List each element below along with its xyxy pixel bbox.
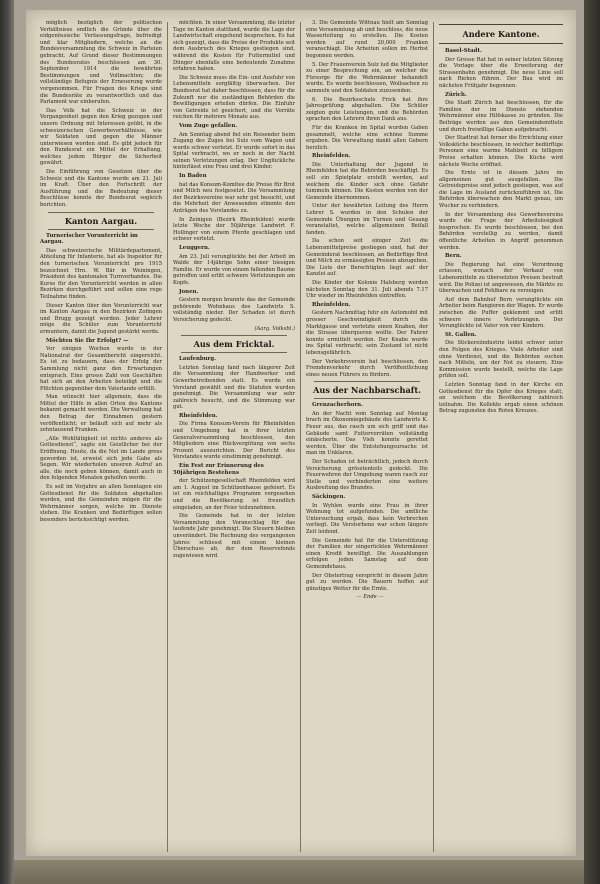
article-title: Zürich. bbox=[445, 91, 467, 98]
column-3 bbox=[306, 20, 428, 852]
paragraph: Es soll im Vorjahre an allen Sonntagen ein Gottesdienst für die Soldaten abgehalten werden, und die Gemeinden mögen für die Wehrmänner sorgen, welche im Dienste stehen. Die Kranken und Bedürftigen sollen besonders berücksichtigt werden. bbox=[40, 484, 162, 523]
article-title: Ein Fest zur Erinnerung des 50jährigen Bestehens bbox=[173, 463, 264, 476]
book-binding bbox=[0, 0, 14, 884]
article-title: Leuggern. bbox=[179, 245, 210, 251]
paragraph: Am 23. Juli verunglückte bei der Arbeit im Walde der 14jährige Sohn einer hiesigen Familie. Er wurde von einem fallenden Baume getroffen und erlitt schwere Verletzungen am Kopfe. bbox=[173, 253, 295, 286]
paragraph: Letzten Sonntag fand in der Kirche ein Gottesdienst für die Opfer des Krieges statt, an welchem die Bevölkerung zahlreich teilnahm. Die Kollekte ergab einen schönen Betrag zugunsten des Roten Kreuzes. bbox=[439, 381, 563, 415]
article-title: Vom Zuge gefallen. bbox=[179, 122, 238, 129]
divider bbox=[314, 398, 420, 399]
paragraph: 3. Die Gemeinde Wittnau hielt am Sonntag eine Versammlung ab und beschloss, die neue Wasserleitung zu erstellen. Die Kosten werden auf rund 20,000 Franken veranschlagt. Die Arbeiten sollen im Herbst begonnen werden. bbox=[306, 20, 428, 59]
divider bbox=[48, 212, 154, 213]
section-heading-andere-kantone: Andere Kantone. bbox=[462, 29, 540, 39]
paragraph: Am Sonntag abend fiel ein Reisender beim Zugang des Zuges bei Sulz vom Wagen und wurde schwer verletzt. Er wurde sofort in das Spital verbracht, wo er noch in der Nacht seinen Verletzungen erlag. Der Unglückliche hinterlässt eine Frau und drei Kinder. bbox=[173, 131, 295, 171]
paragraph: Die Unterhaltung der Jugend in Rheinfelden hat die Behörden beschäftigt. Es soll ein Spielplatz erstellt werden, auf welchem die Kinder sich ohne Gefahr tummeln können. Die Kosten werden von der Gemeinde übernommen. bbox=[306, 161, 428, 201]
section-heading-aargau: Kanton Aargau. bbox=[64, 215, 138, 226]
column-2 bbox=[173, 20, 295, 852]
paragraph: möglich bezüglich der politischen Verhältnisse endlich die Gründe über die eidgenössische Verfassungsfrage, befriedigt und klar Mitgliedern, welche an die Bundesversammlung die Schweiz in Parteien gebracht. Auf Grund dieser Bestimmungen des Bundesrates beschlossen am 30. September 1914 die bewährten Bestimmungen und Vollmachten; die vollständige Befugnis der Erneuerung wurde vorgenommen. Für Fragen des Kriegs sind die Bundesräte zu verantwortlich und das Parlament war einberufen. bbox=[40, 20, 162, 106]
article-title: Turnerischer Vorunterricht im Aargau. bbox=[40, 232, 138, 246]
book-edge bbox=[584, 0, 600, 884]
divider bbox=[181, 352, 287, 353]
paragraph: Die Schweiz muss die Ein- und Ausfuhr von Lebensmitteln sorgfältig überwachen. Der Bundesrat hat daher beschlossen, dass für die Zukunft nur die zuständigen Behörden die Bewilligungen erteilen dürfen. Die Einfuhr von Getreide ist gesichert, und die Vorräte reichen für mehrere Monate aus. bbox=[173, 74, 295, 121]
newspaper-page bbox=[26, 10, 576, 856]
paragraph: An der Nacht vom Sonntag auf Montag brach im Ökonomiegebäude des Landwirts K. Feuer aus, das rasch um sich griff und das Gebäude samt Futtervorräten vollständig einäscherte. Das Vieh konnte gerettet werden. Über die Entstehungsursache ist man im Unklaren. bbox=[306, 410, 428, 457]
divider bbox=[314, 381, 420, 382]
paragraph: In der Versammlung des Gewerbevereins wurde die Frage der Arbeitslosigkeit besprochen. Es wurde beschlossen, bei den Behörden vorstellig zu werden, damit öffentliche Arbeiten in Angriff genommen werden. bbox=[439, 211, 563, 251]
article-title: In Baden bbox=[179, 173, 207, 180]
paragraph: In Zeinigen (Bezirk Rheinfelden) wurde letzte Woche der 50jährige Landwirt F. Hollinger von einem Pferde geschlagen und schwer verletzt. bbox=[173, 216, 295, 243]
paragraph: Die Gemeinde hat für die Unterstützung der Familien der eingerückten Wehrmänner einen Kredit bewilligt. Die Auszahlungen erfolgen jeden Samstag auf dem Gemeindehaus. bbox=[306, 537, 428, 570]
paragraph: Die Einführung von Gesetzen über die Schweiz und die Kantone wurde am 21. Juli im Kraft. Über den Fortschritt der Ausführung und die Bedeutung dieser Beschlüsse konnte der Bundesrat sogleich berichten. bbox=[40, 169, 162, 209]
article-title: Laufenburg. bbox=[179, 356, 217, 363]
divider bbox=[181, 335, 287, 336]
paragraph: Die Gemeinde hat in der letzten Versammlung den Voranschlag für das laufende Jahr genehmigt. Die Steuern bleiben unverändert. Die Rechnung des vergangenen Jahres schliesst mit einem kleinen Überschuss ab, der dem Reservefonds zugewiesen wird. bbox=[173, 513, 295, 559]
paragraph: „Alle Wohltätigkeit ist nichts anderes als Gottesdienst“, sagte ein Geistlicher bei der Eröffnung. Heute, da die Not im Lande gross geworden ist, erweist sich jede Gabe als Segen. Wir wiederholen unseren Aufruf an alle, die noch geben können, damit auch in den folgenden Monaten geholfen werde. bbox=[40, 435, 162, 482]
paragraph: Gestern Nachmittag fuhr ein Automobil mit grosser Geschwindigkeit durch die Marktgasse und verletzte einen Knaben, der die Strasse überqueren wollte. Der Fahrer konnte ermittelt werden. Der Knabe wurde ins Spital verbracht; sein Zustand ist nicht lebensgefährlich. bbox=[306, 310, 428, 356]
paragraph: Der Verkehrsverein hat beschlossen, den Fremdenverkehr durch Veröffentlichung eines neuen Führers zu fördern. bbox=[306, 358, 428, 378]
paragraph: hat das Konsum-Komitee die Preise für Brot und Milch neu festgesetzt. Die Versammlung der Bezirksvereine war sehr gut besucht, und die Mehrheit der Anwesenden stimmte den Anträgen des Vorstandes zu. bbox=[173, 181, 295, 215]
paragraph: Dieser Kanton über den Vorunterricht war im Kanton Aargau in den Bezirken Zofingen und Brugg gezeigt worden. Jeder Lehrer möge die Schüler zum Vorunterricht ermuntern, damit die Jugend gestärkt werde. bbox=[40, 302, 162, 335]
column-rule bbox=[167, 22, 168, 852]
paragraph: Der Schaden ist beträchtlich, jedoch durch Versicherung grösstenteils gedeckt. Die Feuerwehren der Umgebung waren rasch zur Stelle und verhinderten eine weitere Ausbreitung des Brandes. bbox=[306, 459, 428, 492]
column-4 bbox=[439, 20, 563, 852]
paragraph: Die Firma Konsum-Verein für Rheinfelden und Umgebung hat in ihrer letzten Generalversammlung beschlossen, den Mitgliedern eine Rückvergütung von sechs Prozent auszurichten. Der Bericht des Vorstandes wurde einstimmig genehmigt. bbox=[173, 421, 295, 461]
end-mark: — Ende — bbox=[356, 594, 384, 601]
column-1 bbox=[40, 20, 162, 852]
article-title: Grenzacherhorn. bbox=[312, 402, 363, 409]
paragraph: Auf dem Bahnhof Bern verunglückte ein Arbeiter beim Rangieren der Wagen. Er wurde zwischen die Puffer geklemmt und erlitt schwere innere Verletzungen. Der Verunglückte ist Vater von vier Kindern. bbox=[439, 296, 563, 330]
paragraph: der Schützengesellschaft Rheinfelden wird am 1. August im Schützenhause gefeiert. Es ist ein reichhaltiges Programm vorgesehen und die Bevölkerung ist freundlich eingeladen, an der Feier teilzunehmen. bbox=[173, 478, 295, 511]
paragraph: Man wünscht hier allgemein, dass die Mittel der Hilfe in allen Orten des Kantons bekannt gemacht werden. Die Verwaltung hat den Betrag der Einnahmen gestern veröffentlicht; er beläuft sich auf mehr als zehntausend Franken. bbox=[40, 394, 162, 434]
article-title: Jonen. bbox=[179, 288, 199, 295]
paragraph: Die Stickereiindustrie leidet schwer unter den Folgen des Krieges. Viele Arbeiter sind ohne Verdienst, und die Behörden suchen nach Mitteln, um der Not zu steuern. Eine Kommission wurde bestellt, welche die Lage prüfen soll. bbox=[439, 340, 563, 380]
article-title: Rheinfelden. bbox=[179, 412, 218, 419]
paragraph: Die Kinder der Kolonie Halsberg werden nächsten Sonntag den 31. Juli abends 7.17 Uhr wieder im Rheinfelden eintreffen. bbox=[306, 279, 428, 300]
paragraph: 6. Die Bezirksschule Frick hat ihre Jahresprüfung abgehalten. Die Schüler zeigten gute Leistungen, und die Behörden sprachen den Lehrern ihren Dank aus. bbox=[306, 96, 428, 123]
section-heading-fricktal: Aus dem Fricktal. bbox=[193, 339, 275, 350]
article-title: Säckingen. bbox=[312, 494, 346, 500]
paragraph: Letzten Sonntag fand nach längerer Zeit die Versammlung der Handwerker und Gewerbetreibenden statt. Es wurde ein Vorstand gewählt und die Statuten wurden genehmigt. Die Versammlung war sehr zahlreich besucht, und die Stimmung war gut. bbox=[173, 364, 295, 411]
paragraph: 5. Der Frauenverein Sulz lud die Mitglieder zu einer Besprechung ein, an welcher die Fürsorge für die Wehrmänner behandelt wurde. Es wurde beschlossen, Wollsachen zu sammeln und den Soldaten zuzusenden. bbox=[306, 61, 428, 94]
paragraph: Die Ernte ist in diesem Jahre im allgemeinen gut ausgefallen. Die Getreidepreise sind jedoch gestiegen, was auf die Lage im Ausland zurückzuführen ist. Die Behörden überwachen den Markt genau, um Wucher zu verhindern. bbox=[439, 170, 563, 210]
paragraph: Unter der bewährten Leitung des Herrn Lehrer S. wurden in den Schulen der Gemeinde Übungen im Turnen und Gesang veranstaltet, welche allgemeinen Beifall fanden. bbox=[306, 203, 428, 236]
paragraph: Der Grosse Rat hat in seiner letzten Sitzung die Vorlage über die Erweiterung der Strassenbahn genehmigt. Die neue Linie soll nach Riehen führen. Der Bau wird im nächsten Frühjahr begonnen. bbox=[439, 56, 563, 89]
article-title: Bern. bbox=[445, 253, 462, 260]
paragraph: Der Obstertrag verspricht in diesem Jahre gut zu werden. Die Bauern hoffen auf günstiges Wetter für die Ernte. bbox=[306, 572, 428, 592]
paragraph: Das Volk hat die Schweiz in der Vergangenheit gegen den Krieg gezogen und unsere Ordnung mit Interessen geübt, in die schweizerischen Gewerbeverhältnisse, wie wir Soldaten und gegen die Männer unterwiesen worden sind. Es gibt jedoch für den Bundesrat ein Mittel der Erhaltung, welches jedem Bürger die Sicherheit gewährt. bbox=[40, 107, 162, 167]
divider bbox=[48, 229, 154, 230]
byline: (Aarg. Volksbl.) bbox=[254, 325, 295, 332]
paragraph: möchten. In einer Versammlung, die letzter Tage im Kanton stattfand, wurde die Lage der Landwirtschaft eingehend besprochen. Es hat sich gezeigt, dass die Preise der Produkte seit dem Ausbruch des Krieges gestiegen sind, während die Kosten für Futtermittel und Dünger ebenfalls eine bedeutende Zunahme erfahren haben. bbox=[173, 20, 295, 73]
column-rule bbox=[433, 22, 434, 852]
article-title: Rheinfelden. bbox=[312, 153, 351, 160]
paragraph: Vor einigen Wochen wurde in der Nationalrat der Gesamtbericht eingereicht. Es ist zu bedauern, dass der Erfolg der Sammlung nicht ganz den Erwartungen entsprach. Eine grosse Zahl von Geschäften hat sich an den Arbeiten beteiligt und die Pflichten gegenüber dem Vaterlande erfüllt. bbox=[40, 346, 162, 392]
article-title: Möchten Sie Ihr Erfolgt? — bbox=[46, 337, 129, 344]
divider bbox=[439, 43, 563, 44]
book-bottom-edge bbox=[14, 860, 584, 884]
section-heading-nachbarschaft: Aus der Nachbarschaft. bbox=[313, 385, 421, 396]
paragraph: Für die Kranken im Spital wurden Gaben gesammelt, welche eine schöne Summe ergaben. Die Verwaltung dankt allen Gebern herzlich. bbox=[306, 124, 428, 151]
paragraph: Gestern morgen brannte das der Gemeinde gehörende Wohnhaus des Landwirts S. vollständig nieder. Der Schaden ist durch Versicherung gedeckt. bbox=[173, 297, 295, 323]
divider bbox=[439, 24, 563, 25]
paragraph: Das schweizerische Militärdepartement, Abteilung für Infanterie, hat als Inspektor für den turnerischen Vorunterricht pro 1915 bezeichnet Hrn. W. Bär in Weiningen, Präsident des kantonalen Turnverbandes. Die Kurse für den Vorunterricht werden in allen Bezirken durchgeführt und sollen eine rege Teilnahme finden. bbox=[40, 247, 162, 300]
paragraph: Die Stadt Zürich hat beschlossen, für die Familien der im Dienste stehenden Wehrmänner eine Hilfskasse zu gründen. Die Beiträge werden aus den Gemeindemitteln und durch freiwillige Gaben aufgebracht. bbox=[439, 100, 563, 133]
paragraph: Die Regierung hat eine Verordnung erlassen, wonach der Verkauf von Lebensmitteln zu übersetzten Preisen bestraft wird. Die Polizei ist angewiesen, die Märkte zu überwachen und Fehlbare zu verzeigen. bbox=[439, 261, 563, 295]
paragraph: In Wyhlen wurde eine Frau in ihrer Wohnung tot aufgefunden. Die amtliche Untersuchung ergab, dass kein Verbrechen vorliegt. Die Verstorbene war schon längere Zeit leidend. bbox=[306, 502, 428, 535]
article-title: Rheinfelden. bbox=[312, 301, 351, 308]
article-title: Basel-Stadt. bbox=[445, 48, 482, 54]
paragraph: Der Stadtrat hat ferner die Errichtung einer Volksküche beschlossen, in welcher bedürftige Personen eine warme Mahlzeit zu billigem Preise erhalten können. Die Küche wird nächste Woche eröffnet. bbox=[439, 135, 563, 168]
column-rule bbox=[300, 22, 301, 852]
article-title: St. Gallen. bbox=[445, 331, 477, 338]
paragraph: Da schon seit einiger Zeit die Lebensmittelpreise gestiegen sind, hat der Gemeinderat beschlossen, an Bedürftige Brot und Milch zu ermässigten Preisen abzugeben. Die Liste der Berechtigten liegt auf der Kanzlei auf. bbox=[306, 238, 428, 278]
